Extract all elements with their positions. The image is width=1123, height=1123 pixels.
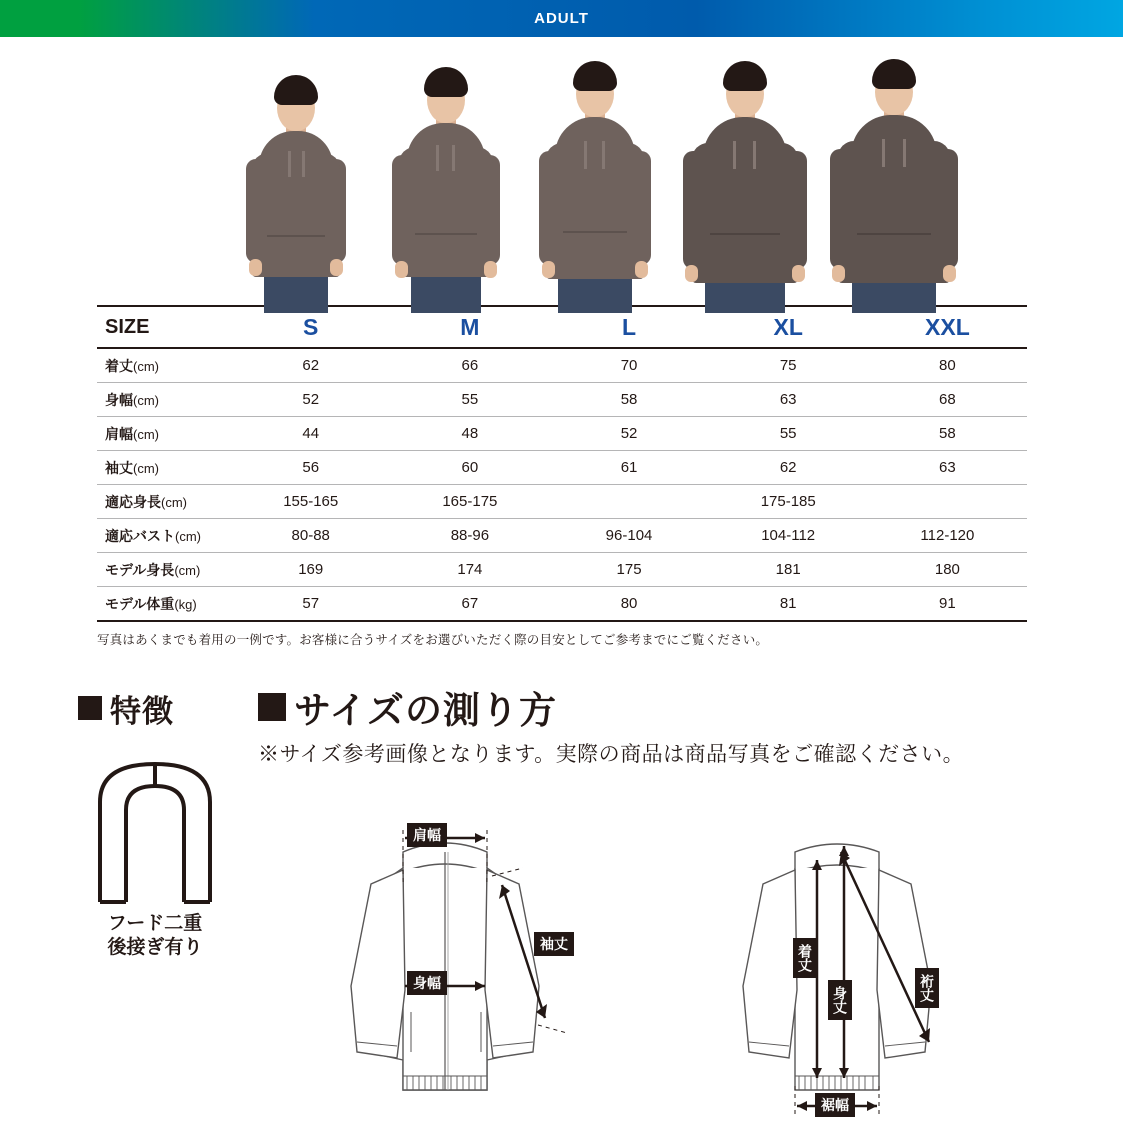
row-label-tekiou-shinchou: 適応身長(cm) [97, 485, 231, 519]
back-view-diagram [645, 790, 1025, 1120]
label-sleeve-length: 袖丈 [534, 932, 574, 956]
row-label-kitake: 着丈(cm) [97, 348, 231, 383]
measurement-diagrams [255, 790, 1045, 1120]
cell: 66 [390, 348, 549, 383]
row-label-katahaba: 肩幅(cm) [97, 417, 231, 451]
table-row [97, 417, 1027, 451]
feature-caption-line2: 後接ぎ有り [107, 936, 203, 958]
cell: 75 [709, 348, 868, 383]
label-garment-length: 着丈 [793, 938, 817, 978]
cell: 180 [868, 553, 1027, 587]
cell: 81 [709, 587, 868, 622]
cell: 68 [868, 383, 1027, 417]
cell: 62 [709, 451, 868, 485]
row-label-model-weight: モデル体重(kg) [97, 587, 231, 622]
table-row [97, 348, 1027, 383]
cell: 165-175 [390, 485, 549, 519]
label-body-length: 身丈 [828, 980, 852, 1020]
cell: 55 [709, 417, 868, 451]
cell: 60 [390, 451, 549, 485]
feature-heading: 特徴 [78, 686, 174, 731]
cell: 62 [231, 348, 390, 383]
table-note: 写真はあくまでも着用の一例です。お客様に合うサイズをお選びいただく際の目安としてご参考までにご覧ください。 [97, 633, 769, 647]
square-bullet-icon [78, 696, 102, 720]
cell: 52 [549, 417, 708, 451]
model-photo-xl [679, 47, 811, 312]
cell: 91 [868, 587, 1027, 622]
model-photo-m [380, 47, 512, 312]
feature-caption [80, 912, 230, 960]
col-header-m: M [390, 306, 549, 348]
cell: 70 [549, 348, 708, 383]
col-header-l: L [549, 306, 708, 348]
table-row [97, 485, 1027, 519]
cell: 48 [390, 417, 549, 451]
cell: 56 [231, 451, 390, 485]
cell: 80-88 [231, 519, 390, 553]
cell: 175 [549, 553, 708, 587]
model-photo-xxl [828, 47, 960, 312]
row-label-sodetake: 袖丈(cm) [97, 451, 231, 485]
cell: 80 [549, 587, 708, 622]
cell: 169 [231, 553, 390, 587]
size-table-wrap [97, 305, 1027, 622]
label-yoke-sleeve-length: 裄丈 [915, 968, 939, 1008]
cell: 57 [231, 587, 390, 622]
size-table [97, 305, 1027, 622]
table-row [97, 553, 1027, 587]
model-photo-row [230, 42, 960, 312]
model-photo-s [230, 47, 362, 312]
cell: 96-104 [549, 519, 708, 553]
measure-heading: サイズの測り方 [258, 680, 557, 734]
cell: 181 [709, 553, 868, 587]
hood-icon [80, 752, 230, 912]
measure-note: ※サイズ参考画像となります。実際の商品は商品写真をご確認ください。 [258, 743, 965, 766]
label-hem-width: 裾幅 [815, 1093, 855, 1117]
cell: 52 [231, 383, 390, 417]
cell: 63 [709, 383, 868, 417]
cell: 112-120 [868, 519, 1027, 553]
cell: 67 [390, 587, 549, 622]
cell: 58 [868, 417, 1027, 451]
adult-banner [0, 0, 1123, 37]
cell: 80 [868, 348, 1027, 383]
hood-double-illustration [80, 752, 230, 912]
table-row [97, 383, 1027, 417]
cell: 104-112 [709, 519, 868, 553]
square-bullet-icon [258, 693, 286, 721]
cell: 58 [549, 383, 708, 417]
cell: 61 [549, 451, 708, 485]
col-header-xxl: XXL [868, 306, 1027, 348]
row-label-tekiou-bust: 適応バスト(cm) [97, 519, 231, 553]
table-row [97, 519, 1027, 553]
col-header-s: S [231, 306, 390, 348]
cell: 155-165 [231, 485, 390, 519]
feature-caption-line1: フード二重 [107, 913, 203, 934]
cell: 88-96 [390, 519, 549, 553]
col-header-xl: XL [709, 306, 868, 348]
table-row [97, 451, 1027, 485]
table-row [97, 587, 1027, 622]
cell: 44 [231, 417, 390, 451]
cell: 55 [390, 383, 549, 417]
banner-label: ADULT [534, 10, 589, 27]
row-label-model-height: モデル身長(cm) [97, 553, 231, 587]
model-photo-l [529, 47, 661, 312]
size-header: SIZE [97, 306, 231, 348]
label-chest-width: 身幅 [407, 971, 447, 995]
cell: 63 [868, 451, 1027, 485]
cell-merged: 175-185 [549, 485, 1027, 519]
row-label-mihaba: 身幅(cm) [97, 383, 231, 417]
label-shoulder-width: 肩幅 [407, 823, 447, 847]
cell: 174 [390, 553, 549, 587]
